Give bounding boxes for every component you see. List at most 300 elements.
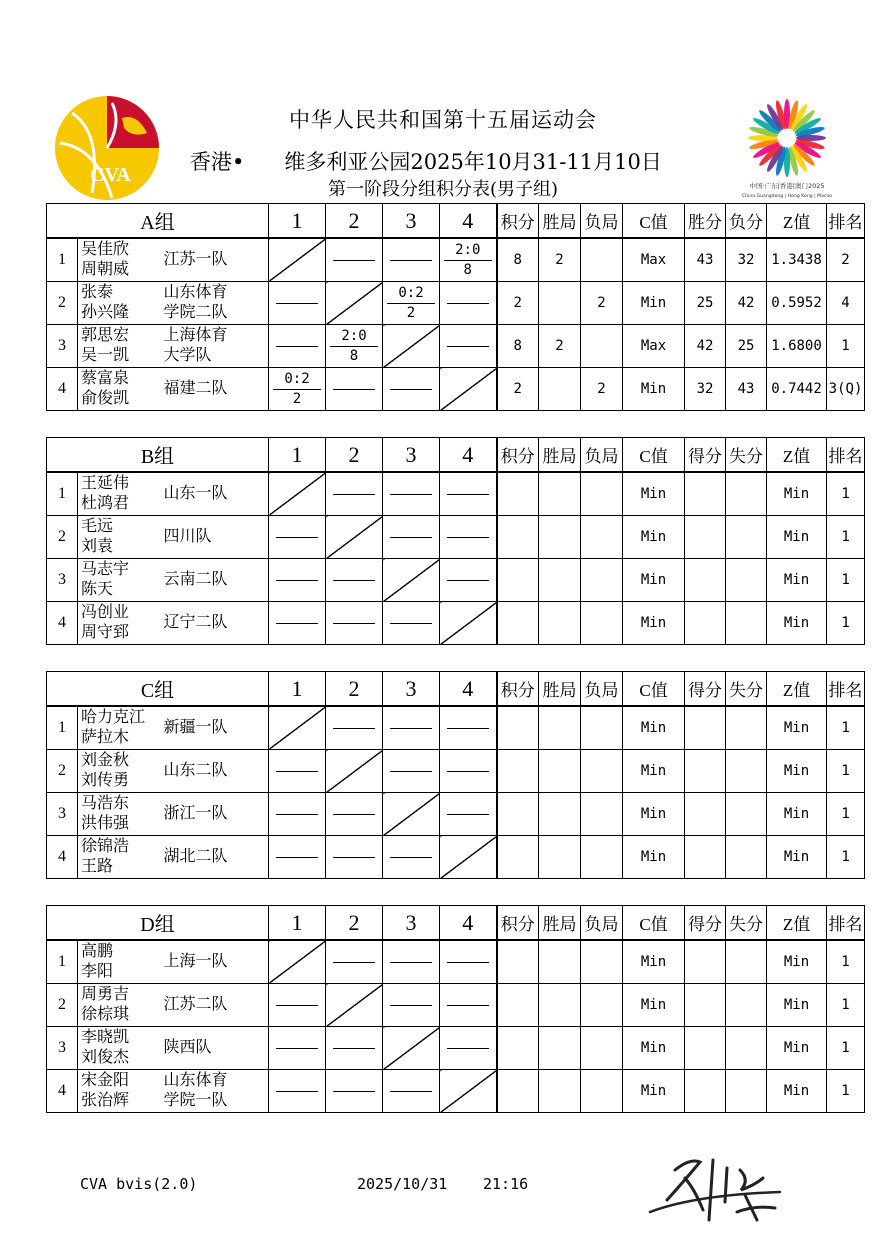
team-line-1: 浙江一队 <box>163 805 228 822</box>
stat-ff <box>726 793 767 836</box>
stat-c: Min <box>623 516 685 559</box>
print-date: 2025/10/31 <box>357 1175 448 1193</box>
player-1: 张泰 <box>81 284 114 301</box>
column-header: 负局 <box>581 906 623 941</box>
row-index: 3 <box>47 793 78 836</box>
stat-sf: 25 <box>685 282 726 325</box>
column-header: C值 <box>623 204 685 239</box>
cva-logo-text: CVA <box>90 164 131 186</box>
stat-sj <box>539 559 581 602</box>
match-points: 8 <box>349 347 359 364</box>
self-match-cell <box>383 559 440 602</box>
no-result-dash <box>447 814 489 815</box>
no-result-dash <box>390 962 432 963</box>
team-line-2: 学院一队 <box>163 1092 228 1109</box>
stat-jf <box>497 559 539 602</box>
team-line-1: 福建二队 <box>163 380 228 397</box>
stat-jf <box>497 602 539 645</box>
stat-ff: 42 <box>726 282 767 325</box>
column-header: 2 <box>326 438 383 473</box>
match-cell <box>269 984 326 1027</box>
stat-ff <box>726 602 767 645</box>
stat-rank: 1 <box>827 836 865 879</box>
no-result-dash <box>390 389 432 390</box>
stat-rank: 1 <box>827 559 865 602</box>
table-row <box>47 984 865 1027</box>
no-result-dash <box>447 728 489 729</box>
stat-sj <box>539 472 581 516</box>
team-line-1: 江苏二队 <box>163 996 228 1013</box>
column-header: 失分 <box>726 906 767 941</box>
column-header: 负分 <box>726 204 767 239</box>
team-name <box>164 559 269 602</box>
stat-fj <box>581 836 623 879</box>
match-points: 2 <box>406 304 416 321</box>
row-index: 3 <box>47 559 78 602</box>
stat-rank: 1 <box>827 472 865 516</box>
stat-fj <box>581 750 623 793</box>
match-cell <box>326 1027 383 1070</box>
stat-c: Min <box>623 602 685 645</box>
column-header: 积分 <box>497 204 539 239</box>
self-match-cell <box>326 282 383 325</box>
match-cell <box>326 940 383 984</box>
column-header: 2 <box>326 906 383 941</box>
stat-c: Max <box>623 325 685 368</box>
stat-sj <box>539 1027 581 1070</box>
team-line-1: 四川队 <box>163 528 212 545</box>
player-names <box>78 1027 164 1070</box>
match-points: 8 <box>463 261 472 278</box>
player-1: 冯创业 <box>81 604 130 621</box>
team-name <box>164 325 269 368</box>
team-name <box>164 836 269 879</box>
no-result-dash <box>276 1091 318 1092</box>
match-cell <box>269 602 326 645</box>
match-cell <box>383 984 440 1027</box>
team-line-2: 大学队 <box>163 347 212 364</box>
stat-sf: 32 <box>685 368 726 411</box>
match-cell <box>440 750 497 793</box>
stat-ff <box>726 984 767 1027</box>
team-name <box>164 472 269 516</box>
software-version: CVA bvis(2.0) <box>80 1175 198 1193</box>
match-cell <box>440 793 497 836</box>
stat-rank: 1 <box>827 750 865 793</box>
stat-c: Max <box>623 238 685 282</box>
match-cell <box>269 516 326 559</box>
group-name: A组 <box>47 204 269 239</box>
venue-line <box>190 146 662 176</box>
self-match-cell <box>383 793 440 836</box>
stat-jf <box>497 940 539 984</box>
player-2: 刘袁 <box>81 538 114 555</box>
stat-z: Min <box>767 940 827 984</box>
stat-sj: 2 <box>539 238 581 282</box>
stat-sj <box>539 940 581 984</box>
no-result-dash <box>333 962 375 963</box>
group-table <box>46 437 865 645</box>
no-result-dash <box>333 260 375 261</box>
column-header: 得分 <box>685 438 726 473</box>
stat-z: Min <box>767 472 827 516</box>
team-line-1: 山东二队 <box>163 762 228 779</box>
match-cell <box>269 793 326 836</box>
player-1: 毛远 <box>81 518 114 535</box>
stat-sf <box>685 984 726 1027</box>
stat-sf <box>685 706 726 750</box>
stat-rank: 1 <box>827 325 865 368</box>
match-result-cell <box>440 238 497 282</box>
match-cell <box>440 325 497 368</box>
stat-c: Min <box>623 1027 685 1070</box>
team-name <box>164 940 269 984</box>
match-cell <box>269 750 326 793</box>
player-names <box>78 516 164 559</box>
self-match-cell <box>440 836 497 879</box>
match-score: 2:0 <box>444 241 492 261</box>
no-result-dash <box>390 537 432 538</box>
stat-rank: 4 <box>827 282 865 325</box>
column-header: 2 <box>326 204 383 239</box>
stat-jf: 8 <box>497 238 539 282</box>
team-name <box>164 750 269 793</box>
column-header: 4 <box>440 906 497 941</box>
stat-ff <box>726 940 767 984</box>
stat-jf: 8 <box>497 325 539 368</box>
column-header: 2 <box>326 672 383 707</box>
match-cell <box>440 984 497 1027</box>
column-header: C值 <box>623 906 685 941</box>
group-table <box>46 671 865 879</box>
signature-image <box>645 1150 785 1230</box>
stat-sf <box>685 750 726 793</box>
player-2: 杜鸿君 <box>81 495 130 512</box>
stat-ff <box>726 706 767 750</box>
team-name <box>164 282 269 325</box>
player-2: 李阳 <box>81 963 114 980</box>
column-header: 3 <box>383 438 440 473</box>
self-match-cell <box>326 516 383 559</box>
no-result-dash <box>276 814 318 815</box>
team-line-1: 山东一队 <box>163 485 228 502</box>
stat-fj <box>581 1027 623 1070</box>
player-names <box>78 706 164 750</box>
self-match-cell <box>269 940 326 984</box>
stat-sf <box>685 559 726 602</box>
self-match-cell <box>440 602 497 645</box>
table-row <box>47 472 865 516</box>
no-result-dash <box>333 1048 375 1049</box>
no-result-dash <box>390 494 432 495</box>
no-result-dash <box>390 1091 432 1092</box>
player-2: 孙兴隆 <box>81 304 130 321</box>
no-result-dash <box>276 303 318 304</box>
player-2: 洪伟强 <box>81 815 130 832</box>
stat-sj <box>539 602 581 645</box>
match-cell <box>269 836 326 879</box>
player-names <box>78 750 164 793</box>
match-score: 0:2 <box>273 370 321 390</box>
stat-z: Min <box>767 793 827 836</box>
stat-jf <box>497 836 539 879</box>
stat-z: Min <box>767 1070 827 1113</box>
self-match-cell <box>269 706 326 750</box>
player-names <box>78 238 164 282</box>
self-match-cell <box>440 1070 497 1113</box>
no-result-dash <box>447 303 489 304</box>
match-cell <box>440 706 497 750</box>
player-1: 徐锦浩 <box>81 838 130 855</box>
no-result-dash <box>333 857 375 858</box>
match-cell <box>269 1070 326 1113</box>
match-cell <box>326 1070 383 1113</box>
stat-fj: 2 <box>581 368 623 411</box>
no-result-dash <box>333 494 375 495</box>
column-header: 得分 <box>685 672 726 707</box>
table-row <box>47 368 865 411</box>
stat-ff <box>726 472 767 516</box>
column-header: C值 <box>623 438 685 473</box>
team-line-1: 上海体育 <box>163 327 228 344</box>
match-cell <box>383 940 440 984</box>
no-result-dash <box>390 623 432 624</box>
team-line-1: 辽宁二队 <box>163 614 228 631</box>
stat-z: 0.5952 <box>767 282 827 325</box>
column-header: 1 <box>269 204 326 239</box>
table-row <box>47 836 865 879</box>
team-name <box>164 793 269 836</box>
player-1: 宋金阳 <box>81 1072 130 1089</box>
no-result-dash <box>447 537 489 538</box>
stat-jf <box>497 750 539 793</box>
match-cell <box>269 1027 326 1070</box>
stat-rank: 1 <box>827 984 865 1027</box>
no-result-dash <box>333 623 375 624</box>
no-result-dash <box>276 1005 318 1006</box>
column-header: 积分 <box>497 438 539 473</box>
match-cell <box>326 368 383 411</box>
column-header: 3 <box>383 672 440 707</box>
player-names <box>78 472 164 516</box>
stat-jf <box>497 1070 539 1113</box>
table-row <box>47 1070 865 1113</box>
stat-sf <box>685 940 726 984</box>
stat-rank: 1 <box>827 1070 865 1113</box>
no-result-dash <box>333 814 375 815</box>
print-time: 21:16 <box>483 1175 529 1193</box>
team-line-1: 山东体育 <box>163 284 228 301</box>
match-cell <box>383 472 440 516</box>
column-header: 1 <box>269 672 326 707</box>
stat-fj <box>581 516 623 559</box>
row-index: 2 <box>47 984 78 1027</box>
row-index: 3 <box>47 325 78 368</box>
column-header: Z值 <box>767 672 827 707</box>
match-cell <box>326 793 383 836</box>
no-result-dash <box>390 728 432 729</box>
player-2: 刘俊杰 <box>81 1049 130 1066</box>
stat-z: Min <box>767 602 827 645</box>
player-1: 郭思宏 <box>81 327 130 344</box>
stat-sf: 42 <box>685 325 726 368</box>
stat-fj: 2 <box>581 282 623 325</box>
table-row <box>47 559 865 602</box>
player-2: 萨拉木 <box>81 729 130 746</box>
group-name: C组 <box>47 672 269 707</box>
stat-rank: 3(Q) <box>827 368 865 411</box>
column-header: 胜局 <box>539 204 581 239</box>
player-2: 刘传勇 <box>81 772 130 789</box>
column-header: Z值 <box>767 438 827 473</box>
column-header: 胜局 <box>539 672 581 707</box>
team-line-2: 学院二队 <box>163 304 228 321</box>
player-names <box>78 559 164 602</box>
no-result-dash <box>390 857 432 858</box>
no-result-dash <box>447 771 489 772</box>
stat-sj: 2 <box>539 325 581 368</box>
stat-sj <box>539 793 581 836</box>
stat-ff: 25 <box>726 325 767 368</box>
match-score: 2:0 <box>330 327 378 347</box>
match-cell <box>326 836 383 879</box>
stat-sf <box>685 1070 726 1113</box>
stat-z: Min <box>767 836 827 879</box>
no-result-dash <box>333 389 375 390</box>
player-2: 徐棕琪 <box>81 1006 130 1023</box>
table-row <box>47 940 865 984</box>
player-1: 李晓凯 <box>81 1029 130 1046</box>
stat-fj <box>581 1070 623 1113</box>
player-2: 陈天 <box>81 581 114 598</box>
team-line-1: 江苏一队 <box>163 251 228 268</box>
stat-sf <box>685 472 726 516</box>
stat-c: Min <box>623 282 685 325</box>
player-2: 俞俊凯 <box>81 390 130 407</box>
match-cell <box>440 516 497 559</box>
player-1: 马浩东 <box>81 795 130 812</box>
stat-c: Min <box>623 559 685 602</box>
match-cell <box>326 559 383 602</box>
player-2: 张治辉 <box>81 1092 130 1109</box>
stat-z: 1.3438 <box>767 238 827 282</box>
team-line-1: 陕西队 <box>163 1039 212 1056</box>
column-header: 4 <box>440 672 497 707</box>
table-row <box>47 1027 865 1070</box>
player-2: 王路 <box>81 858 114 875</box>
no-result-dash <box>276 623 318 624</box>
no-result-dash <box>276 1048 318 1049</box>
column-header: 负局 <box>581 438 623 473</box>
column-header: 胜局 <box>539 906 581 941</box>
column-header: 积分 <box>497 906 539 941</box>
stat-jf <box>497 516 539 559</box>
stat-jf <box>497 706 539 750</box>
self-match-cell <box>326 984 383 1027</box>
stat-ff: 32 <box>726 238 767 282</box>
stat-sf <box>685 516 726 559</box>
match-cell <box>269 282 326 325</box>
stat-c: Min <box>623 984 685 1027</box>
column-header: 负局 <box>581 204 623 239</box>
no-result-dash <box>333 580 375 581</box>
row-index: 3 <box>47 1027 78 1070</box>
match-cell <box>383 1070 440 1113</box>
team-name <box>164 1027 269 1070</box>
sheet-subtitle: 第一阶段分组积分表(男子组) <box>327 179 559 200</box>
column-header: 得分 <box>685 906 726 941</box>
stat-fj <box>581 559 623 602</box>
stat-ff <box>726 559 767 602</box>
group-name: D组 <box>47 906 269 941</box>
stat-fj <box>581 940 623 984</box>
row-index: 4 <box>47 836 78 879</box>
player-1: 王延伟 <box>81 475 130 492</box>
match-points: 2 <box>292 390 302 407</box>
match-cell <box>383 836 440 879</box>
team-name <box>164 516 269 559</box>
stat-z: Min <box>767 706 827 750</box>
stat-ff <box>726 750 767 793</box>
no-result-dash <box>276 771 318 772</box>
stat-ff <box>726 516 767 559</box>
location-label: 香港• <box>190 150 245 174</box>
team-name <box>164 238 269 282</box>
player-names <box>78 325 164 368</box>
self-match-cell <box>383 325 440 368</box>
row-index: 1 <box>47 472 78 516</box>
column-header: 失分 <box>726 672 767 707</box>
stat-rank: 1 <box>827 516 865 559</box>
column-header: 积分 <box>497 672 539 707</box>
stat-jf <box>497 472 539 516</box>
player-1: 蔡富泉 <box>81 370 130 387</box>
match-result-cell <box>269 368 326 411</box>
stat-sj <box>539 750 581 793</box>
stat-sj <box>539 368 581 411</box>
player-1: 哈力克江 <box>81 709 146 726</box>
no-result-dash <box>333 1091 375 1092</box>
match-result-cell <box>383 282 440 325</box>
row-index: 4 <box>47 1070 78 1113</box>
team-name <box>164 1070 269 1113</box>
player-2: 吴一凯 <box>81 347 130 364</box>
stat-z: 0.7442 <box>767 368 827 411</box>
stat-z: Min <box>767 1027 827 1070</box>
match-cell <box>383 602 440 645</box>
no-result-dash <box>276 537 318 538</box>
stat-sf <box>685 602 726 645</box>
player-1: 刘金秋 <box>81 752 130 769</box>
column-header: 胜局 <box>539 438 581 473</box>
stat-rank: 1 <box>827 1027 865 1070</box>
no-result-dash <box>447 346 489 347</box>
player-1: 吴佳欣 <box>81 241 130 258</box>
stat-sf <box>685 793 726 836</box>
group-table <box>46 203 865 411</box>
no-result-dash <box>447 1005 489 1006</box>
stat-ff <box>726 1027 767 1070</box>
table-row <box>47 282 865 325</box>
stat-c: Min <box>623 1070 685 1113</box>
self-match-cell <box>269 238 326 282</box>
row-index: 4 <box>47 368 78 411</box>
table-row <box>47 238 865 282</box>
row-index: 1 <box>47 706 78 750</box>
match-cell <box>383 238 440 282</box>
player-names <box>78 984 164 1027</box>
row-index: 2 <box>47 750 78 793</box>
